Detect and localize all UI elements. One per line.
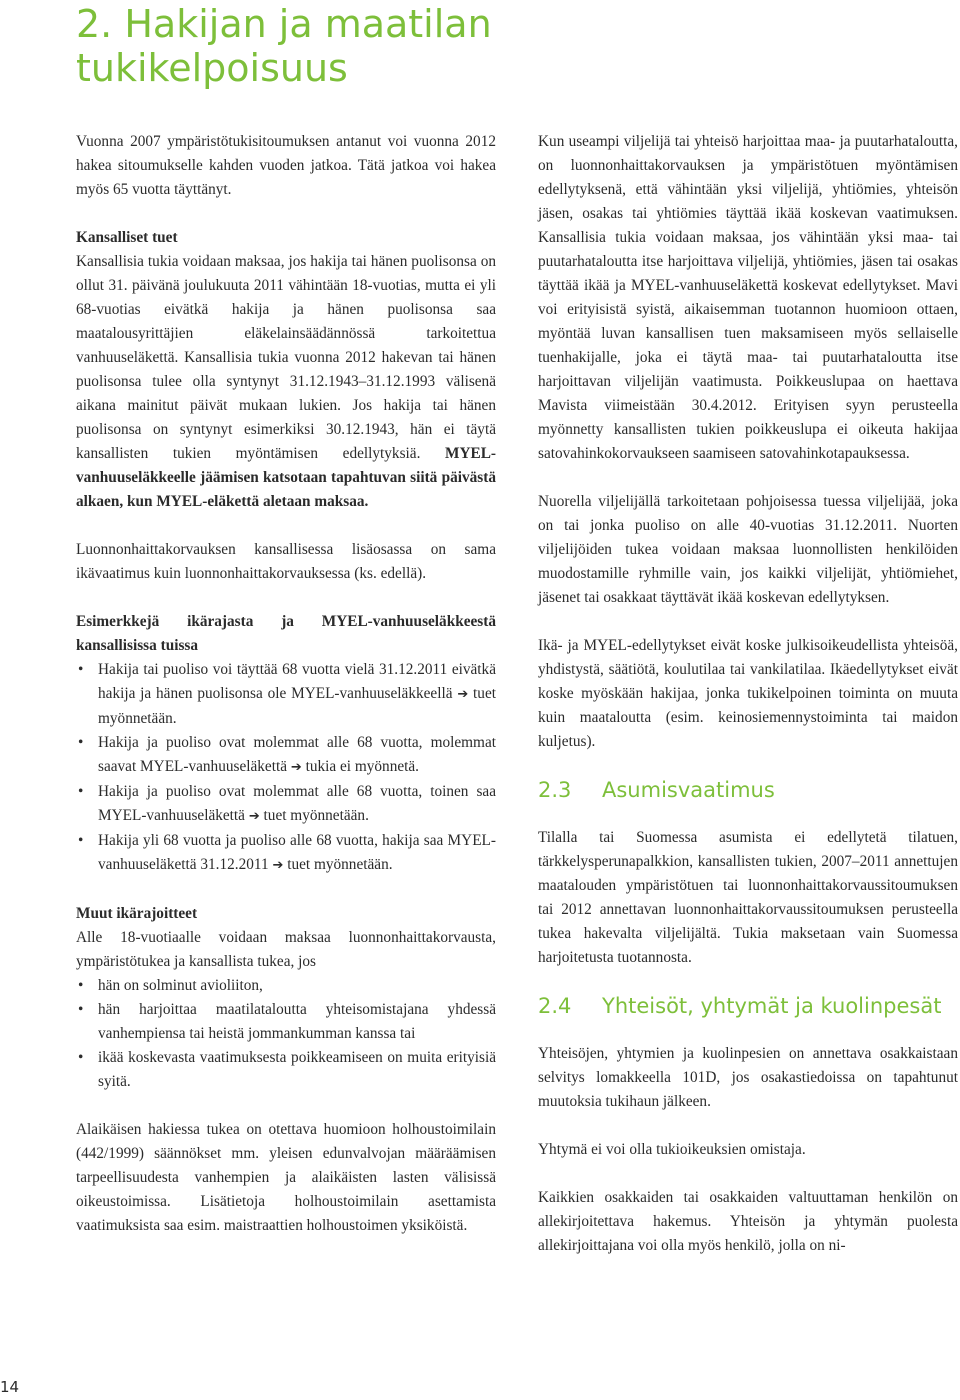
residence-paragraph: Tilalla tai Suomessa asumista ei edellytetä tilatuen, tärkkelysperunapalkkion, kansallisten tukien, 2007–2011 annettujen maatalouden ympäristötuen tai luonnonhaittakorvaussitoumuksen tai 2012 annettavan luonnonhaittakorvaussitoumuksen perusteella tukea hakevalta viljelijältä. Tukia maksetaan vain Suomessa harjoitetusta tuotannosta.	[538, 829, 958, 966]
list-item: • Hakija ja puoliso ovat molemmat alle 68 vuotta, toinen saa MYEL-vanhuuseläkettä ➔ tuet myönnetään.	[76, 780, 496, 829]
left-column	[76, 130, 496, 1262]
list-item: • Hakija tai puoliso voi täyttää 68 vuotta vielä 31.12.2011 eivätkä hakija ja hänen puolisonsa ole MYEL-vanhuuseläkkeellä ➔ tuet myönnetään.	[76, 658, 496, 731]
multiple-farmers-paragraph: Kun useampi viljelijä tai yhteisö harjoittaa maa- ja puutarhataloutta, on luonnonhaittakorvauksen ja ympäristötuen myöntämisen edellytyksenä, että vähintään yksi viljelijä, yhtiömies, yhteisön jäsen, osakas tai yhtiömies täyttää ikää koskevan vaatimuksen. Kansallisia tukia voidaan maksaa, jos vähintään yksi maa- tai puutarhataloutta itse harjoittava viljelijä, yhtiömies, jäsen tai osakas täyttää ikää ja MYEL-vanhuuseläkettä koskevat edellytykset. Mavi voi erityisistä syistä, aikaisemman tuotannon huomioon ottaen, myöntää luvan kansallisen tuen maksamiseen myös sellaiselle tuenhakijalle, joka ei täytä maa- tai puutarhataloutta itse harjoittavan viljelijän vaatimusta. Poikkeuslupaa on haettava Mavista viimeistään 30.4.2012. Erityisen syyn perusteella myönnetty kansallisten tukien poikkeuslupa ei oikeuta hakijaa satovahinkokorvaukseen saamiseen satovahinkotapauksessa.	[538, 133, 958, 462]
myel-bold-note: MYEL-vanhuuseläkkeelle jäämisen katsotaan tapahtuvan siitä päivästä alkaen, kun MYEL-eläkettä aletaan maksaa.	[76, 445, 496, 510]
signature-paragraph: Kaikkien osakkaiden tai osakkaiden valtuuttaman henkilön on allekirjoitettava hakemus. Yhteisön ja yhtymän puolesta allekirjoittajana voi olla myös henkilö, jolla on ni-	[538, 1189, 958, 1254]
conditions-list	[76, 974, 496, 1094]
arrow-right-icon: ➔	[290, 760, 302, 775]
section-title: Asumisvaatimus	[602, 778, 775, 802]
arrow-right-icon: ➔	[248, 809, 260, 824]
communities-paragraph: Yhteisöjen, yhtymien ja kuolinpesien on annettava osakkaistaan selvitys lomakkeella 101D, jos osakastiedoissa on tapahtunut muutoksia tukihaun jälkeen.	[538, 1045, 958, 1110]
section-2-3-heading	[538, 778, 958, 802]
intro-paragraph: Vuonna 2007 ympäristötukisitoumuksen antanut voi vuonna 2012 hakea sitoumukselle kahden vuoden jatkoa. Tätä jatkoa voi hakea myös 65 vuotta täyttänyt.	[76, 133, 496, 198]
examples-list	[76, 658, 496, 878]
lfa-paragraph: Luonnonhaittakorvauksen kansallisessa lisäosassa on sama ikävaatimus kuin luonnonhaittakorvauksessa (ks. edellä).	[76, 541, 496, 582]
national-support-text: Kansallisia tukia voidaan maksaa, jos hakija tai hänen puolisonsa on ollut 31. päivänä joulukuuta 2011 vähintään 18-vuotias, mutta ei yli 68-vuotias eivätkä hakija ja hänen puolisonsa saa maatalousyrittäjien eläkelainsäädännössä tarkoitettua vanhuuseläkettä. Kansallisia tukia vuonna 2012 hakevan tai hänen puolisonsa tulee olla syntynyt 31.12.1943–31.12.1993 välisenä aikana mainitut päivät mukaan lukien. Jos hakija tai hänen puolisonsa on syntynyt esimerkiksi 30.12.1943, hän ei täytä kansallisten tukien myöntämisen edellytyksiä.	[76, 253, 496, 462]
young-farmer-paragraph: Nuorella viljelijällä tarkoitetaan pohjoisessa tuessa viljelijää, joka on tai jonka puoliso on alle 40-vuotias 31.12.2011. Nuorten viljelijöiden tukea voidaan maksaa luonnollisten henkilöiden muodostamille ryhmille vain, jos kaikki viljelijät, yhtiömiehet, jäsenet tai osakkaat täyttävät ikää koskevan edellytyksen.	[538, 493, 958, 606]
list-item: • hän on solminut avioliiton,	[76, 974, 496, 998]
section-2-4-heading	[538, 994, 958, 1018]
section-number: 2.4	[538, 994, 572, 1018]
right-column	[538, 130, 958, 1282]
list-item: • hän harjoittaa maatilataloutta yhteisomistajana yhdessä vanhempiensa tai heistä jommankumman kanssa tai	[76, 998, 496, 1046]
page-title: 2. Hakijan ja maatilan tukikelpoisuus	[76, 2, 492, 90]
heading-muut-ikarajoitteet: Muut ikärajoitteet	[76, 905, 198, 922]
list-item: • Hakija ja puoliso ovat molemmat alle 68 vuotta, molemmat saavat MYEL-vanhuuseläkettä ➔ tukia ei myönnetä.	[76, 731, 496, 780]
national-support-paragraph	[76, 250, 496, 514]
exemptions-paragraph: Ikä- ja MYEL-edellytykset eivät koske julkisoikeudellista yhteisöä, yhdistystä, säätiötä, koulutilaa tai vankilatilaa. Ikäedellytykset eivät koske myöskään hakijaa, jonka tukikelpoinen toiminta on muuta kuin maataloutta (esim. keinosiemennystoiminta tai maidon kuljetus).	[538, 637, 958, 750]
section-number: 2.3	[538, 778, 572, 802]
section-title: Yhteisöt, yhtymät ja kuolinpesät	[602, 994, 942, 1018]
joint-venture-paragraph: Yhtymä ei voi olla tukioikeuksien omistaja.	[538, 1141, 806, 1158]
heading-kansalliset-tuet: Kansalliset tuet	[76, 229, 178, 246]
guardianship-paragraph: Alaikäisen hakiessa tukea on otettava huomioon holhoustoimilain (442/1999) säännökset mm. yleisen edunvalvojan määräämisen tarpeellisuudesta vanhempien ja alaikäisten lasten välisissä oikeustoimissa. Lisätietoja holhoustoimilain asettamista vaatimuksista saa esim. maistraattien holhoustoimen yksiköistä.	[76, 1121, 496, 1234]
arrow-right-icon: ➔	[457, 687, 469, 702]
list-item: • ikää koskevasta vaatimuksesta poikkeamiseen on muita erityisiä syitä.	[76, 1046, 496, 1094]
heading-esimerkkeja: Esimerkkejä ikärajasta ja MYEL-vanhuuseläkkeestä kansallisissa tuissa	[76, 613, 496, 654]
list-item: • Hakija yli 68 vuotta ja puoliso alle 68 vuotta, hakija saa MYEL-vanhuuseläkettä 31.12.2011 ➔ tuet myönnetään.	[76, 829, 496, 878]
page-number: 14	[0, 1378, 20, 1396]
arrow-right-icon: ➔	[272, 858, 284, 873]
under-18-paragraph: Alle 18-vuotiaalle voidaan maksaa luonnonhaittakorvausta, ympäristötukea ja kansallista tukea, jos	[76, 929, 496, 970]
